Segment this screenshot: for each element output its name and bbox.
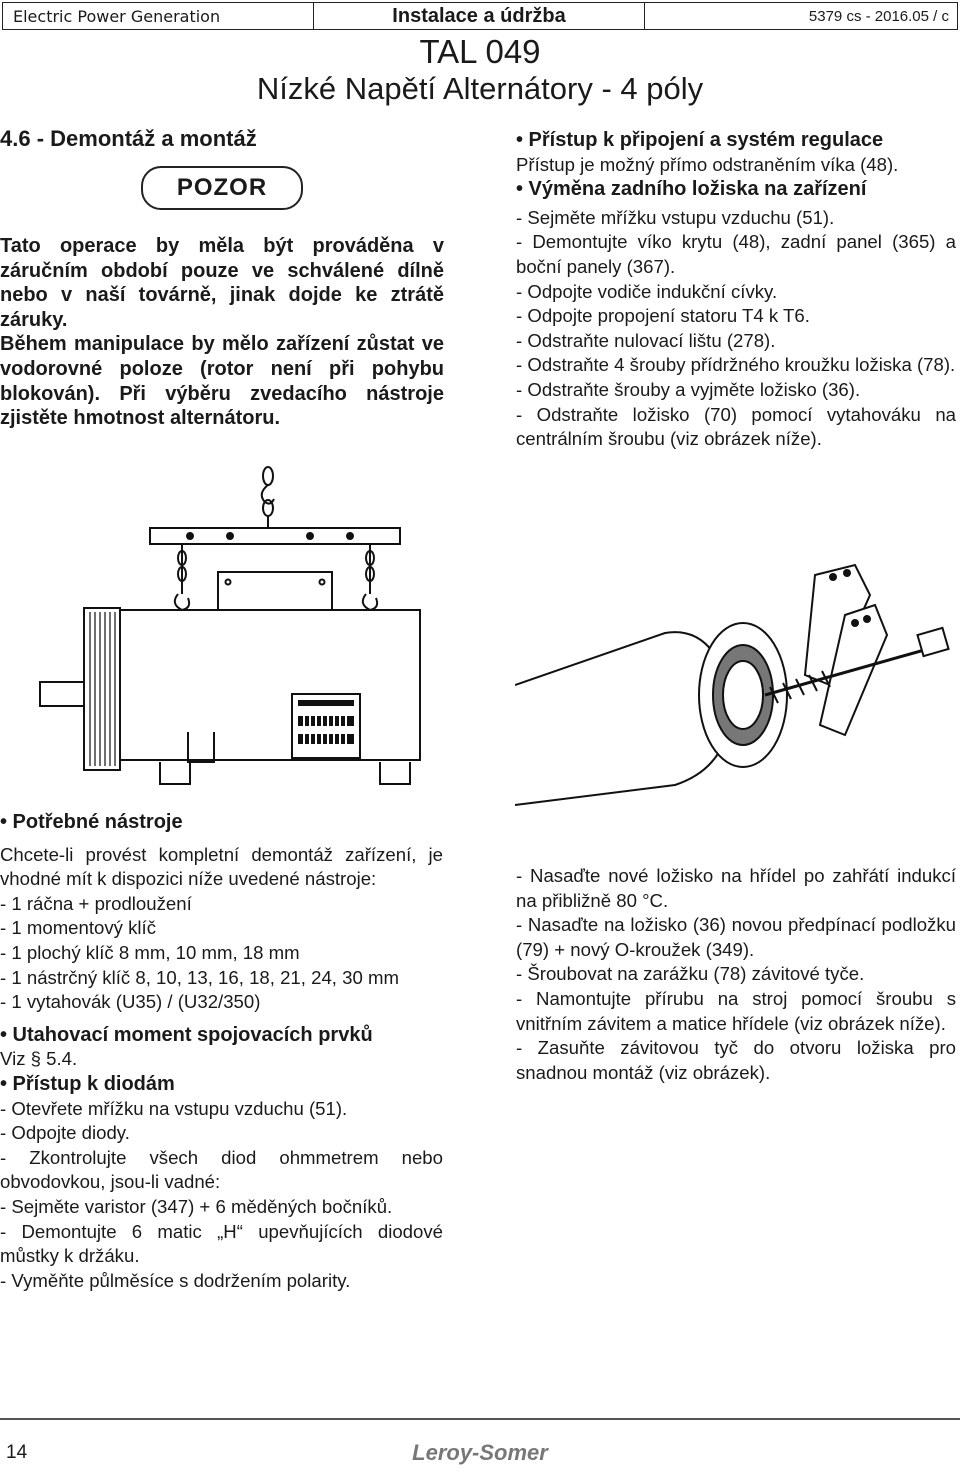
- left-bottom-column: [0, 810, 443, 1293]
- header-doc-ref: 5379 cs - 2016.05 / c: [644, 2, 958, 30]
- warning-badge: POZOR: [141, 166, 303, 210]
- section-title: 4.6 - Demontáž a montáž: [0, 126, 257, 151]
- list-item: - Namontujte přírubu na stroj pomocí šroubu s vnitřním závitem a matice hřídele (viz obrázek níže).: [516, 987, 956, 1034]
- list-item: - 1 ráčna + prodloužení: [0, 892, 192, 914]
- list-item: - Odpojte diody.: [0, 1122, 130, 1144]
- list-item: - Demontujte víko krytu (48), zadní panel (365) a boční panely (367).: [516, 231, 956, 277]
- header-brand: Electric Power Generation: [2, 2, 314, 30]
- warning-line: Během manipulace by mělo zařízení zůstat ve vodorovné poloze (rotor není při pohybu blokován). Při výběru zvedacího nástroje zjistěte hmotnost alternátoru.: [0, 333, 444, 430]
- header-section: Instalace a údržba: [313, 2, 645, 30]
- list-item: - Zasuňte závitovou tyč do otvoru ložiska pro snadnou montáž (viz obrázek).: [516, 1037, 956, 1083]
- heading-diodes: • Přístup k diodám: [0, 1072, 175, 1095]
- page-number: 14: [6, 1442, 28, 1463]
- list-item: - 1 momentový klíč: [0, 917, 157, 939]
- list-item: - Vyměňte půlměsíce s dodržením polarity.: [0, 1269, 351, 1291]
- list-item: - 1 vytahovák (U35) / (U32/350): [0, 991, 261, 1013]
- doc-subtitle: Nízké Napětí Alternátory - 4 póly: [256, 71, 704, 106]
- warning-line: Tato operace by měla být prováděna v záručním období pouze ve schválené dílně nebo v naší továrně, jinak dojde ke ztrátě záruky.: [0, 235, 444, 331]
- paragraph: Viz § 5.4.: [0, 1048, 78, 1070]
- alternator-lifting-illustration: [0, 462, 480, 792]
- list-item: - Šroubovat na zarážku (78) závitové tyče.: [516, 963, 865, 985]
- warning-text: [0, 234, 444, 431]
- doc-title: TAL 049: [419, 33, 541, 70]
- bearing-puller-illustration: [515, 555, 960, 810]
- list-item: - Sejměte varistor (347) + 6 měděných bočníků.: [0, 1195, 393, 1217]
- list-item: - Nasaďte nové ložisko na hřídel po zahřátí indukcí na přibližně 80 °C.: [516, 865, 956, 911]
- list-item: - Otevřete mřížku na vstupu vzduchu (51).: [0, 1097, 348, 1119]
- list-item: - Demontujte 6 matic „H“ upevňujících diodové můstky k držáku.: [0, 1220, 443, 1267]
- list-item: - Zkontrolujte všech diod ohmmetrem nebo obvodovkou, jsou-li vadné:: [0, 1146, 443, 1193]
- heading-bearing-replacement: • Výměna zadního ložiska na zařízení: [516, 178, 867, 201]
- heading-tools: • Potřebné nástroje: [0, 811, 183, 833]
- list-item: - Odstraňte ložisko (70) pomocí vytahováku na centrálním šroubu (viz obrázek níže).: [516, 403, 956, 450]
- footer-divider: [0, 1418, 960, 1420]
- list-item: - Odstraňte šrouby a vyjměte ložisko (36).: [516, 378, 861, 400]
- heading-connection-access: • Přístup k připojení a systém regulace: [516, 129, 884, 151]
- list-item: - 1 plochý klíč 8 mm, 10 mm, 18 mm: [0, 941, 300, 963]
- list-item: - Nasaďte na ložisko (36) novou předpínací podložku (79) + nový O-kroužek (349).: [516, 914, 956, 960]
- brand-logo: Leroy-Somer: [412, 1440, 548, 1465]
- list-item: - Odpojte propojení statoru T4 k T6.: [516, 305, 810, 327]
- right-top-column: [516, 128, 956, 452]
- list-item: - Odstraňte nulovací lištu (278).: [516, 329, 776, 351]
- list-item: - Odstraňte 4 šrouby přídržného kroužku ložiska (78).: [516, 354, 956, 376]
- paragraph: Chcete-li provést kompletní demontáž zařízení, je vhodné mít k dispozici níže uvedené nástroje:: [0, 843, 443, 890]
- list-item: - 1 nástrčný klíč 8, 10, 13, 16, 18, 21, 24, 30 mm: [0, 966, 399, 988]
- paragraph: Přístup je možný přímo odstraněním víka (48).: [516, 153, 899, 175]
- right-bottom-column: [516, 864, 956, 1085]
- heading-torque: • Utahovací moment spojovacích prvků: [0, 1023, 373, 1046]
- list-item: - Odpojte vodiče indukční cívky.: [516, 280, 778, 302]
- list-item: - Sejměte mřížku vstupu vzduchu (51).: [516, 206, 835, 228]
